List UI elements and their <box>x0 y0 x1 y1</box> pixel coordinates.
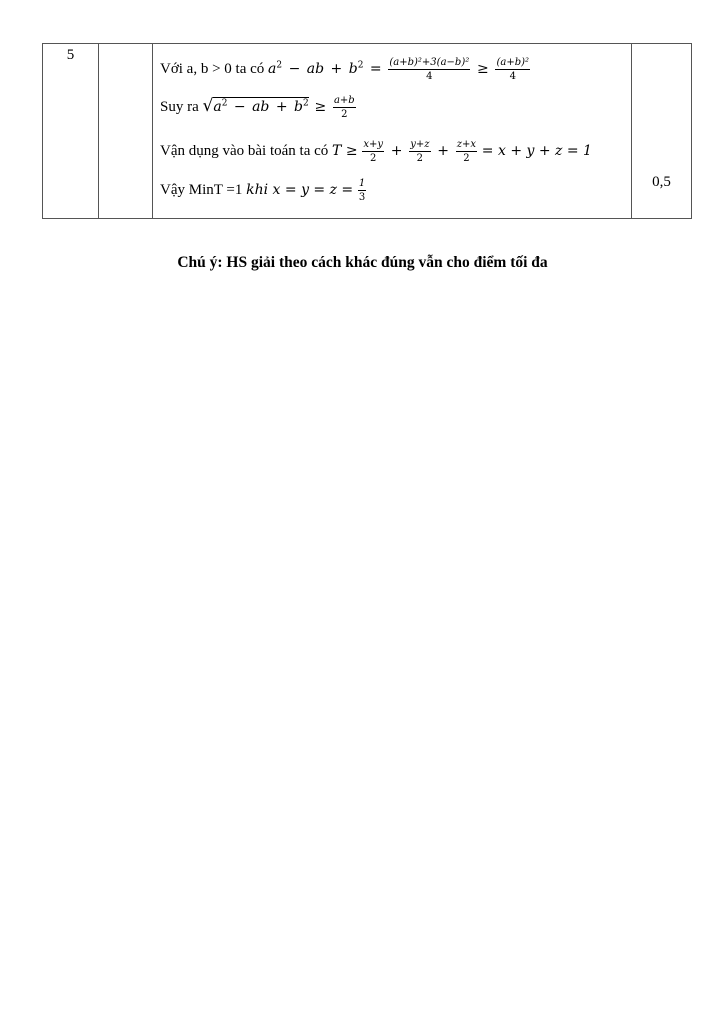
solution-line-1 <box>160 56 531 83</box>
square-root-radicand: $a^2$ − ab + $b^2$ <box>213 98 309 115</box>
question-number: 5 <box>66 47 75 63</box>
solution-cell <box>153 44 632 219</box>
line-2-prefix: Suy ra <box>160 98 199 115</box>
line-4-fraction-denominator: 3 <box>358 192 366 203</box>
line-2-fraction-denominator: 2 <box>341 109 348 120</box>
score-cell <box>632 44 692 219</box>
line-2-fraction <box>333 94 356 121</box>
line-1-fraction-2-numerator: (a+b)² <box>496 57 530 68</box>
question-number-cell <box>43 44 99 219</box>
line-1-lhs: $a^2$ − ab + $b^2$ = <box>268 60 382 77</box>
line-1-relation: ≥ <box>476 60 489 77</box>
line-3-fraction-2-denominator: 2 <box>416 153 424 164</box>
solution-line-2 <box>160 94 357 121</box>
line-3-fraction-1-denominator: 2 <box>369 153 377 164</box>
line-3-prefix: Vận dụng vào bài toán ta có <box>160 142 329 159</box>
empty-cell <box>99 44 153 219</box>
line-3-fraction-2 <box>409 138 430 165</box>
line-3-lhs: T ≥ <box>332 142 358 159</box>
line-3-rhs: = x + y + z = 1 <box>481 142 592 159</box>
line-1-fraction-1-denominator: 4 <box>426 71 433 82</box>
line-2-relation: ≥ <box>314 98 327 115</box>
plus-sign: + <box>390 142 403 159</box>
square-root <box>203 96 309 116</box>
line-4-prefix: Vậy MinT =1 <box>160 181 243 198</box>
line-1-fraction-2 <box>495 56 530 83</box>
line-3-fraction-3-numerator: z+x <box>456 139 477 150</box>
line-3-fraction-2-numerator: y+z <box>410 139 430 150</box>
line-3-fraction-3 <box>456 138 477 165</box>
line-1-fraction-1 <box>388 56 470 83</box>
plus-sign: + <box>437 142 449 159</box>
line-4-fraction-numerator: 1 <box>358 178 366 189</box>
line-3-fraction-1 <box>362 138 384 165</box>
line-3-fraction-3-denominator: 2 <box>463 153 470 164</box>
line-2-fraction-numerator: a+b <box>333 95 355 106</box>
score-value: 0,5 <box>652 174 671 190</box>
note-text: Chú ý: HS giải theo cách khác đúng vẫn cho điểm tối đa <box>177 254 548 271</box>
square-root-icon: √ <box>202 95 214 116</box>
solution-line-4 <box>160 177 367 204</box>
table-row <box>43 44 692 219</box>
solution-line-3 <box>160 138 592 165</box>
answer-table <box>42 43 692 219</box>
line-1-fraction-1-numerator: (a+b)²+3(a−b)² <box>389 57 470 68</box>
line-4-condition: khi x = y = z = <box>246 181 354 198</box>
line-1-fraction-2-denominator: 4 <box>509 71 516 82</box>
line-1-prefix: Với a, b > 0 ta có <box>160 60 265 77</box>
line-4-fraction <box>358 177 366 204</box>
line-3-fraction-1-numerator: x+y <box>363 139 383 150</box>
